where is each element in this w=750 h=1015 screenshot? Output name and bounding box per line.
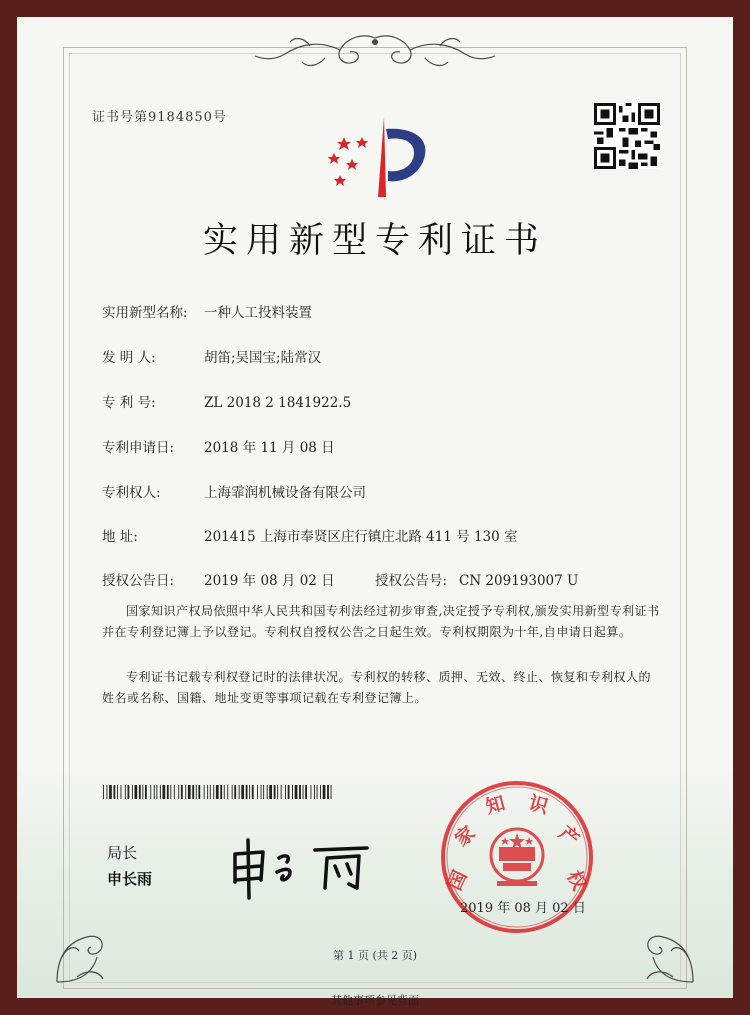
svg-text:家: 家 xyxy=(450,821,480,851)
field-label: 地 址: xyxy=(102,529,138,545)
director-name: 申长雨 xyxy=(107,870,153,888)
patent-office-logo-icon xyxy=(322,109,442,201)
field-grant-number xyxy=(375,569,578,589)
seal-date: 2019 年 08 月 02 日 xyxy=(460,901,586,916)
field-value: 2018 年 11 月 08 日 xyxy=(204,440,335,456)
field-label: 授权公告号: xyxy=(375,573,448,589)
qr-code-icon xyxy=(594,103,660,169)
bottom-right-ornament-icon xyxy=(613,897,703,987)
field-value: 2019 年 08 月 02 日 xyxy=(204,573,335,589)
director-signature-icon xyxy=(227,832,407,902)
field-value: 胡笛;吴国宝;陆常汉 xyxy=(204,350,322,366)
certificate-number: 证书号第9184850号 xyxy=(92,110,227,125)
field-value: 201415 上海市奉贤区庄行镇庄北路 411 号 130 室 xyxy=(204,529,518,545)
field-patent-number xyxy=(102,391,351,411)
field-inventor xyxy=(102,346,321,366)
svg-text:识: 识 xyxy=(526,792,551,819)
field-label: 专利申请日: xyxy=(102,440,175,456)
field-value: 一种人工投料装置 xyxy=(204,305,312,321)
field-label: 专利权人: xyxy=(102,485,161,501)
bottom-left-ornament-icon xyxy=(47,897,137,987)
field-address xyxy=(102,525,518,545)
field-label: 实用新型名称: xyxy=(102,305,188,321)
top-ornament-icon xyxy=(250,30,500,74)
director-title: 局长 xyxy=(107,844,138,862)
footer-note: 其他事项参见背面 xyxy=(331,994,419,1007)
field-patentee xyxy=(102,481,366,501)
certificate-title: 实用新型专利证书 xyxy=(202,221,547,261)
certificate-paper xyxy=(17,17,733,1007)
field-grant-date xyxy=(102,569,335,589)
field-label: 授权公告日: xyxy=(102,573,175,589)
field-value: CN 209193007 U xyxy=(459,573,579,589)
svg-text:国: 国 xyxy=(443,867,472,894)
field-value: 上海霏润机械设备有限公司 xyxy=(204,485,366,501)
page-number: 第 1 页 (共 2 页) xyxy=(332,949,418,962)
barcode-icon xyxy=(103,785,333,799)
svg-text:权: 权 xyxy=(562,867,591,894)
notice-paragraph-2: 专利证书记载专利权登记时的法律状况。专利权的转移、质押、无效、终止、恢复和专利权人的姓名或名称、国籍、地址变更等事项记载在专利登记簿上。 xyxy=(102,670,652,705)
field-value: ZL 2018 2 1841922.5 xyxy=(204,395,352,411)
svg-text:产: 产 xyxy=(554,821,584,851)
field-utility-model-name xyxy=(102,301,312,321)
field-label: 发 明 人: xyxy=(102,350,156,366)
field-filing-date xyxy=(102,436,335,456)
notice-paragraph-1: 国家知识产权局依照中华人民共和国专利法经过初步审查,决定授予专利权,颁发实用新型专利证书并在专利登记簿上予以登记。专利权自授权公告之日起生效。专利权期限为十年,自申请日起算。 xyxy=(102,604,660,639)
field-label: 专 利 号: xyxy=(102,395,156,411)
svg-text:知: 知 xyxy=(483,792,508,819)
